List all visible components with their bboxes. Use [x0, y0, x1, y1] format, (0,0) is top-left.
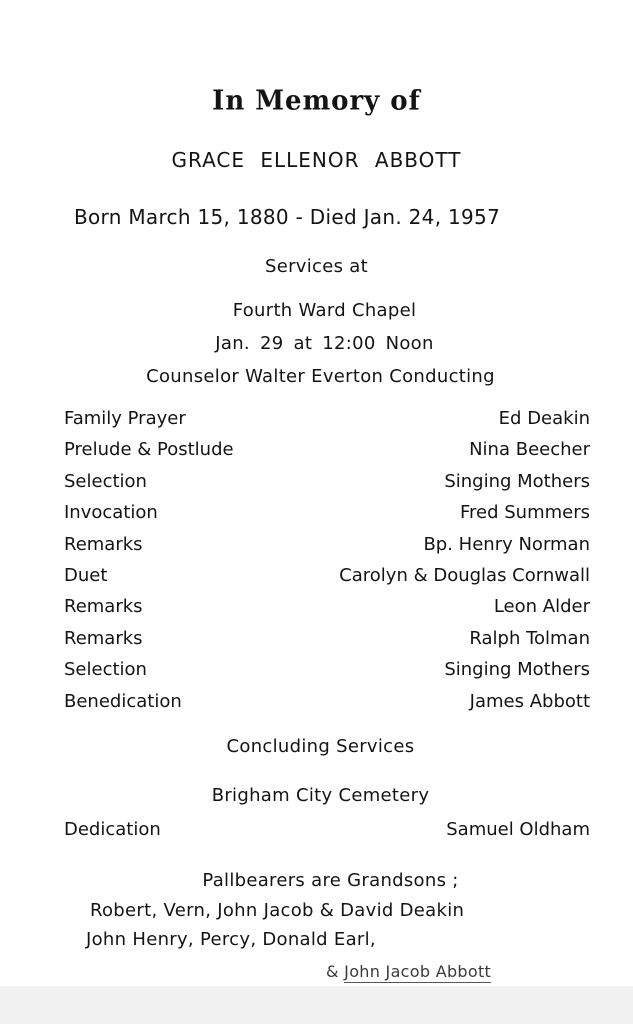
program-part: Selection	[64, 470, 147, 492]
life-dates: Born March 15, 1880 - Died Jan. 24, 1957	[74, 205, 501, 229]
cemetery-location: Brigham City Cemetery	[211, 785, 430, 806]
dedication-label: Dedication	[64, 819, 161, 840]
program-row	[64, 691, 590, 722]
concluding-heading: Concluding Services	[226, 736, 415, 757]
program-row	[64, 502, 590, 533]
program-person: Ralph Tolman	[469, 627, 590, 649]
program-row	[64, 439, 590, 470]
program-person: James Abbott	[469, 690, 590, 712]
dedication-row	[64, 819, 590, 849]
program-row	[64, 565, 590, 596]
program-part: Family Prayer	[64, 408, 186, 429]
program-part: Remarks	[64, 533, 143, 555]
program-person: Nina Beecher	[469, 439, 590, 461]
program-person: Bp. Henry Norman	[423, 533, 590, 555]
pallbearers-line-2: John Henry, Percy, Donald Earl,	[86, 929, 376, 950]
program-part: Selection	[64, 659, 147, 681]
program-person: Ed Deakin	[498, 408, 590, 429]
program-row	[64, 628, 590, 659]
service-date-time: Jan. 29 at 12:00 Noon	[215, 333, 434, 354]
program-part: Remarks	[64, 596, 143, 618]
program-person: Singing Mothers	[444, 659, 590, 681]
program-row	[64, 596, 590, 627]
program-part: Duet	[64, 564, 108, 586]
program-part: Invocation	[64, 502, 158, 524]
dedication-person: Samuel Oldham	[446, 819, 590, 840]
program-row	[64, 471, 590, 502]
program-row	[64, 408, 590, 439]
program-row	[64, 659, 590, 690]
card-title: In Memory of	[212, 85, 421, 117]
conducting-officer: Counselor Walter Everton Conducting	[146, 366, 495, 387]
pallbearers-line-1: Robert, Vern, John Jacob & David Deakin	[90, 900, 465, 921]
service-location: Fourth Ward Chapel	[232, 300, 417, 321]
program-row	[64, 534, 590, 565]
program-part: Prelude & Postlude	[64, 439, 234, 461]
pallbearers-last-name: John Jacob Abbott	[344, 962, 492, 981]
scan-edge-shadow	[0, 986, 633, 1024]
program-list	[64, 408, 590, 722]
program-person: Leon Alder	[493, 596, 590, 618]
program-person: Carolyn & Douglas Cornwall	[339, 564, 590, 586]
pallbearers-line-3	[326, 962, 491, 981]
program-person: Fred Summers	[459, 502, 590, 524]
deceased-name: GRACE ELLENOR ABBOTT	[171, 148, 462, 172]
pallbearers-heading: Pallbearers are Grandsons ;	[202, 870, 459, 891]
services-heading: Services at	[264, 256, 368, 277]
program-person: Singing Mothers	[444, 470, 590, 492]
program-part: Benedication	[64, 690, 182, 712]
pallbearers-ampersand: &	[326, 962, 345, 981]
program-part: Remarks	[64, 627, 143, 649]
